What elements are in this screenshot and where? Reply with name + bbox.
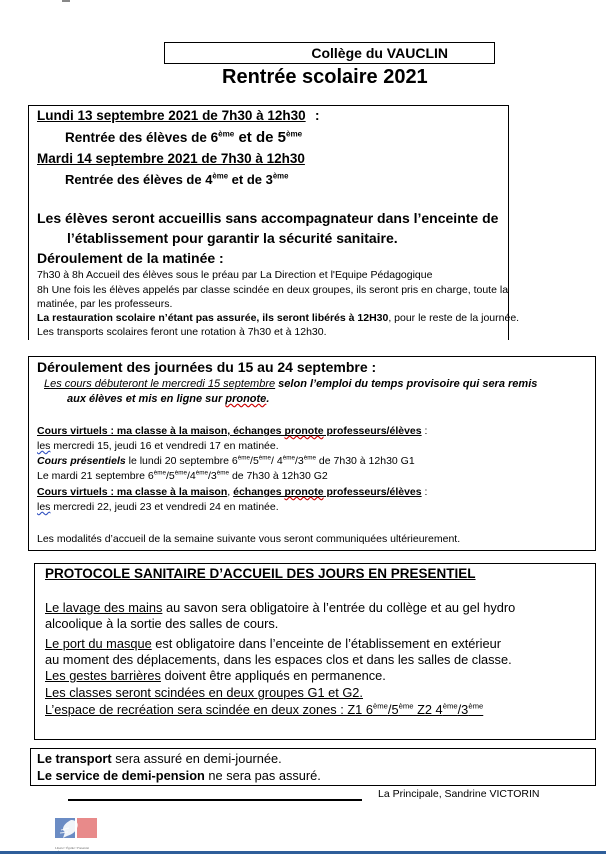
notice-line-1: Les élèves seront accueillis sans accompagnateur dans l’enceinte de [37,210,499,226]
marianne-icon [55,818,97,840]
school-name: Collège du VAUCLIN [311,45,448,61]
page-title: Rentrée scolaire 2021 [222,66,428,88]
signature: La Principale, Sandrine VICTORIN [378,788,540,800]
protocol-heading: PROTOCOLE SANITAIRE D’ACCUEIL DES JOURS EN PRESENTIEL [45,566,476,581]
classes-line: Les classes seront scindées en deux groupes G1 et G2. [45,685,363,700]
morning-line-1: 7h30 à 8h Accueil des élèves sous le préau par La Direction et l'Equipe Pédagogique [37,269,433,281]
day2-heading: Mardi 14 septembre 2021 de 7h30 à 12h30 [37,151,305,166]
morning-line-2: 8h Une fois les élèves appelés par classe scindée en deux groupes, ils seront pris en charge, toute la [37,284,509,296]
top-mark [62,0,70,2]
virtual-1-days: les mercredi 15, jeudi 16 et vendredi 17 en matinée. [37,440,279,452]
notice-line-2: l’établissement pour garantir la sécurité sanitaire. [67,230,398,246]
transport-service-line: Le transport sera assuré en demi-journée. [37,751,282,766]
schedule-intro-2: aux élèves et mis en ligne sur pronote. [67,393,270,405]
morning-heading: Déroulement de la matinée : [37,250,224,266]
virtual-1-heading: Cours virtuels : ma classe à la maison, échanges pronote professeurs/élèves : [37,425,428,437]
demipension-line: Le service de demi-pension ne sera pas assuré. [37,768,321,783]
day1-students: Rentrée des élèves de 6ème et de 5ème [65,129,303,146]
day2-students: Rentrée des élèves de 4ème et de 3ème [65,171,289,187]
restauration-line: La restauration scolaire n’étant pas assurée, ils seront libérés à 12H30, pour le reste de la journée. [37,312,520,324]
virtual-2-heading: Cours virtuels : ma classe à la maison, échanges pronote professeurs/élèves : [37,486,428,498]
schedule-intro-1: Les cours débuteront le mercredi 15 septembre selon l’emploi du temps provisoire qui sera remis [44,378,538,390]
mask-line-1: Le port du masque est obligatoire dans l’enceinte de l’établissement en extérieur [45,636,501,651]
recreation-line: L’espace de recréation sera scindée en deux zones : Z1 6ème/5ème Z2 4ème/3ème [45,701,484,717]
next-week-line: Les modalités d’accueil de la semaine suivante vous seront communiquées ultérieurement. [37,533,461,545]
morning-line-3: matinée, par les professeurs. [37,298,173,310]
day1-heading: Lundi 13 septembre 2021 de 7h30 à 12h30 [37,108,306,123]
presentiel-line: Cours présentiels le lundi 20 septembre 6ème/5ème/ 4ème/3ème de 7h30 à 12h30 G1 [37,454,415,467]
handwash-line-2: alcoolique à la sortie des salles de cours. [45,616,279,631]
signature-line [68,799,362,801]
mask-line-2: au moment des déplacements, dans les espaces clos et dans les salles de classe. [45,652,512,667]
mardi21-line: Le mardi 21 septembre 6ème/5ème/4ème/3ème de 7h30 à 12h30 G2 [37,469,328,482]
gestes-line: Les gestes barrières doivent être appliqués en permanence. [45,668,386,683]
transport-line: Les transports scolaires feront une rotation à 7h30 et à 12h30. [37,326,327,338]
virtual-2-days: les mercredi 22, jeudi 23 et vendredi 24 en matinée. [37,501,279,513]
day1-colon: : [315,108,320,123]
schedule-heading: Déroulement des journées du 15 au 24 septembre : [37,359,377,375]
school-name-box [164,42,495,64]
handwash-line-1: Le lavage des mains au savon sera obligatoire à l’entrée du collège et au gel hydro [45,600,516,615]
logo-motto: Liberté • Égalité • Fraternité [55,846,89,850]
republique-francaise-logo [55,818,97,850]
